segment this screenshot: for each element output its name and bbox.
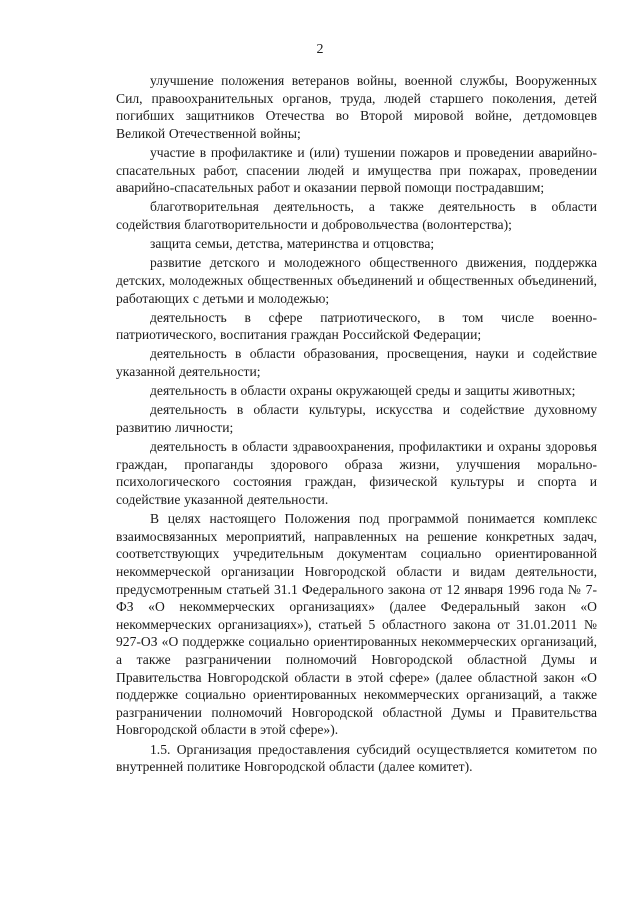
paragraph-fire-prevention: участие в профилактике и (или) тушении пожаров и проведении аварийно-спасательных работ, спасении людей и имущества при пожарах, проведении аварийно-спасательных работ и оказании первой помощи пострадавшим; [116,144,597,196]
document-body [116,72,597,777]
paragraph-healthcare: деятельность в области здравоохранения, профилактики и охраны здоровья граждан, пропаганды здорового образа жизни, улучшения морально-психологического состояния граждан, физической культуры и спорта и содействие указанной деятельности. [116,439,597,507]
page-number: 2 [316,42,324,57]
paragraph-patriotic-education: деятельность в сфере патриотического, в том числе военно-патриотического, воспитания граждан Российской Федерации; [116,309,597,343]
paragraph-program-definition: В целях настоящего Положения под программой понимается комплекс взаимосвязанных мероприятий, направленных на решение конкретных задач, соответствующих учредительным документам социально ориентированной некоммерческой организации Новгородской области и видам деятельности, предусмотренным статьей 31.1 Федерального закона от 12 января 1996 года № 7-ФЗ «О некоммерческих организациях» (далее Федеральный закон «О некоммерческих организациях»), статьей 5 областного закона от 31.01.2011 № 927-ОЗ «О поддержке социально ориентированных некоммерческих организаций, а также разграничении полномочий Новгородской областной Думы и Правительства Новгородской области в этой сфере» (далее областной закон «О поддержке социально ориентированных некоммерческих организаций, а также разграничении полномочий Новгородской областной Думы и Правительства Новгородской области в этой сфере»). [116,511,597,738]
paragraph-subsidy-organization: 1.5. Организация предоставления субсидий осуществляется комитетом по внутренней политике Новгородской области (далее комитет). [116,741,597,775]
paragraph-veterans: улучшение положения ветеранов войны, военной службы, Вооруженных Сил, правоохранительных органов, труда, людей старшего поколения, детей погибших защитников Отечества во Второй мировой войне, детдомовцев Великой Отечественной войны; [116,73,597,141]
paragraph-charity: благотворительная деятельность, а также деятельность в области содействия благотворительности и добровольчества (волонтерства); [116,199,597,232]
paragraph-environment: деятельность в области охраны окружающей среды и защиты животных; [150,383,576,399]
paragraph-culture: деятельность в области культуры, искусства и содействие духовному развитию личности; [116,402,597,436]
paragraph-family-protection: защита семьи, детства, материнства и отцовства; [150,236,435,252]
paragraph-education-science: деятельность в области образования, просвещения, науки и содействие указанной деятельности; [116,346,597,380]
paragraph-youth-movement: развитие детского и молодежного общественного движения, поддержка детских, молодежных общественных объединений и общественных объединений, работающих с детьми и молодежью; [116,255,597,306]
